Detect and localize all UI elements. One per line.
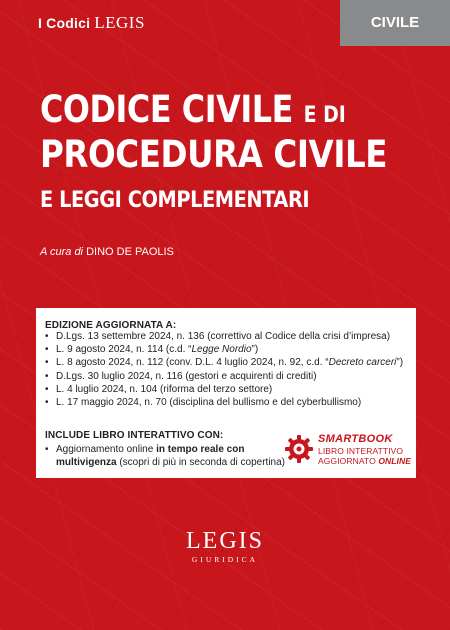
series-label	[38, 13, 145, 33]
smartbook-badge	[284, 432, 414, 470]
publisher-name: LEGIS	[186, 528, 264, 554]
title-line-2: PROCEDURA CIVILE	[40, 133, 388, 176]
list-item: • L. 8 agosto 2024, n. 112 (conv. D.L. 4 luglio 2024, n. 92, c.d. “Decreto carceri”)	[45, 356, 415, 369]
smartbook-line-2: AGGIORNATO ONLINE	[318, 456, 412, 466]
list-item: • D.Lgs. 13 settembre 2024, n. 136 (correttivo al Codice della crisi d’impresa)	[45, 330, 415, 343]
updates-heading: EDIZIONE AGGIORNATA A:	[45, 320, 177, 331]
title-line-1	[40, 88, 346, 131]
series-brand: LEGIS	[94, 13, 145, 32]
updates-list	[45, 330, 415, 409]
publisher-logo	[0, 528, 450, 564]
curator-prefix: A cura di	[40, 246, 84, 258]
interactive-heading: INCLUDE LIBRO INTERATTIVO CON:	[45, 430, 224, 441]
curator-line	[40, 246, 174, 258]
title-main: CODICE CIVILE	[40, 88, 293, 131]
smartbook-line-1: LIBRO INTERATTIVO	[318, 446, 404, 456]
curator-name: DINO DE PAOLIS	[86, 246, 174, 258]
list-item: • D.Lgs. 30 luglio 2024, n. 116 (gestori e acquirenti di crediti)	[45, 370, 415, 383]
top-bar	[0, 0, 450, 46]
title-connector: E DI	[303, 103, 346, 128]
updates-panel	[36, 308, 416, 478]
series-prefix: I Codici	[38, 15, 91, 31]
category-tab: CIVILE	[340, 0, 450, 46]
list-item: • L. 4 luglio 2024, n. 104 (riforma del terzo settore)	[45, 383, 415, 396]
list-item: • L. 17 maggio 2024, n. 70 (disciplina del bullismo e del cyberbullismo)	[45, 396, 415, 409]
subtitle: E LEGGI COMPLEMENTARI	[40, 188, 310, 213]
smartbook-name: SMARTBOOK	[318, 433, 393, 445]
publisher-subtitle: GIURIDICA	[191, 555, 259, 564]
list-item: • L. 9 agosto 2024, n. 114 (c.d. “Legge Nordio”)	[45, 343, 415, 356]
interactive-item: • Aggiornamento online in tempo reale con multivigenza (scopri di più in seconda di copertina)	[45, 444, 296, 469]
gear-icon	[284, 434, 314, 464]
